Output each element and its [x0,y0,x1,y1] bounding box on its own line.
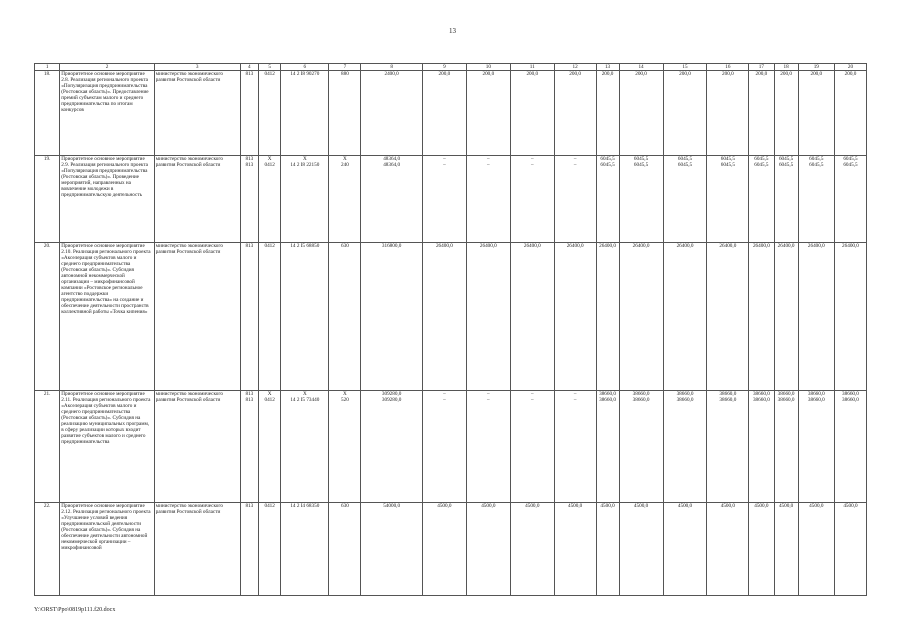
year-amount: 6045,5 6045,5 [834,156,866,243]
csr-code: Х 14 2 I8 22150 [281,156,329,243]
year-amount: – – [510,156,554,243]
csr-code: 14 2 I4 68350 [281,503,329,596]
rzpr-code: 0412 [259,503,281,596]
year-amount: 4500,0 [749,503,774,596]
year-amount: 4500,0 [707,503,749,596]
grbs-code: 813 813 [240,156,259,243]
year-amount: 200,0 [663,71,707,156]
column-number: 9 [422,64,466,71]
row-number: 18. [35,71,60,156]
grbs-code: 813 [240,503,259,596]
year-amount: – – [466,391,510,503]
year-amount: 6045,5 6045,5 [596,156,619,243]
year-amount: 26400,0 [554,243,596,391]
event-name: Приоритетное основное мероприятие 2.8. Реализация регионального проекта «Популяризация предпринимательства (Ростовская область)». Предоставление премий субъектам малого и среднего предпринимательства по итогам конкурсов [60,71,155,156]
event-name: Приоритетное основное мероприятие 2.12. Реализация регионального проекта «Улучшение условий ведения предпринимательской деятельности (Ростовская область)». Субсидия на обеспечение деятельности автономной некоммерческой организации – микрофинансовой [60,503,155,596]
row-number: 22. [35,503,60,596]
column-number: 3 [154,64,240,71]
table-row [35,243,867,391]
year-amount: 4500,0 [510,503,554,596]
year-amount: 26400,0 [422,243,466,391]
year-amount: 26400,0 [774,243,798,391]
year-amount: 200,0 [774,71,798,156]
column-number: 19 [798,64,834,71]
rzpr-code: Х 0412 [259,391,281,503]
year-amount: 6045,5 6045,5 [798,156,834,243]
executor: министерство экономического развития Ростовской области [154,71,240,156]
vr-code: Х 520 [329,391,361,503]
year-amount: 38660,0 38660,0 [749,391,774,503]
year-amount: 38660,0 38660,0 [798,391,834,503]
executor: министерство экономического развития Ростовской области [154,503,240,596]
year-amount: 4500,0 [619,503,663,596]
event-name: Приоритетное основное мероприятие 2.11. Реализация регионального проекта «Акселерация субъектов малого и среднего предпринимательства (Ростовская область)». Субсидия на реализацию муниципальных программ, в сферу реализации которых входит развитие субъектов малого и среднего предпринимательства [60,391,155,503]
total-amount: 54000,0 [361,503,423,596]
column-number: 1 [35,64,60,71]
rzpr-code: Х 0412 [259,156,281,243]
year-amount: 200,0 [422,71,466,156]
year-amount: 4500,0 [798,503,834,596]
file-path-footer: Y:\ORST\Ppo\0819p111.f20.docx [34,607,116,613]
table-row [35,156,867,243]
column-number: 4 [240,64,259,71]
year-amount: 4500,0 [774,503,798,596]
column-number: 10 [466,64,510,71]
column-number: 20 [834,64,866,71]
year-amount: 26400,0 [798,243,834,391]
vr-code: 630 [329,503,361,596]
grbs-code: 813 [240,71,259,156]
event-name: Приоритетное основное мероприятие 2.9. Реализация регионального проекта «Популяризация предпринимательства (Ростовская область)». Проведение мероприятий, направленных на вовлечение молодежи в предпринимательскую деятельность [60,156,155,243]
year-amount: 26400,0 [466,243,510,391]
year-amount: 26400,0 [707,243,749,391]
column-number: 14 [619,64,663,71]
total-amount: 316800,0 [361,243,423,391]
year-amount: – – [510,391,554,503]
row-number: 21. [35,391,60,503]
column-number: 15 [663,64,707,71]
csr-code: Х 14 2 I5 73440 [281,391,329,503]
column-number: 17 [749,64,774,71]
year-amount: 26400,0 [749,243,774,391]
column-number: 2 [60,64,155,71]
year-amount: 4500,0 [554,503,596,596]
column-number: 13 [596,64,619,71]
executor: министерство экономического развития Ростовской области [154,156,240,243]
year-amount: 200,0 [749,71,774,156]
year-amount: 6045,5 6045,5 [707,156,749,243]
csr-code: 14 2 I8 90270 [281,71,329,156]
total-amount: 48364,0 48364,0 [361,156,423,243]
table-row [35,71,867,156]
year-amount: 200,0 [707,71,749,156]
column-number: 16 [707,64,749,71]
year-amount: – – [466,156,510,243]
year-amount: 200,0 [510,71,554,156]
rzpr-code: 0412 [259,71,281,156]
total-amount: 309280,0 309280,0 [361,391,423,503]
table-row [35,503,867,596]
year-amount: 26400,0 [596,243,619,391]
column-number: 7 [329,64,361,71]
year-amount: 6045,5 6045,5 [774,156,798,243]
year-amount: – – [554,391,596,503]
grbs-code: 813 [240,243,259,391]
row-number: 20. [35,243,60,391]
executor: министерство экономического развития Ростовской области [154,391,240,503]
year-amount: – – [422,391,466,503]
year-amount: 4500,0 [466,503,510,596]
page-number: 13 [449,27,456,35]
year-amount: 200,0 [466,71,510,156]
year-amount: 4500,0 [596,503,619,596]
year-amount: 38660,0 38660,0 [707,391,749,503]
year-amount: 38660,0 38660,0 [596,391,619,503]
year-amount: 4500,0 [663,503,707,596]
year-amount: 26400,0 [834,243,866,391]
total-amount: 2400,0 [361,71,423,156]
vr-code: 880 [329,71,361,156]
year-amount: 26400,0 [510,243,554,391]
row-number: 19. [35,156,60,243]
column-number: 8 [361,64,423,71]
year-amount: 200,0 [619,71,663,156]
year-amount: 6045,5 6045,5 [749,156,774,243]
year-amount: 38660,0 38660,0 [774,391,798,503]
year-amount: 6045,5 6045,5 [663,156,707,243]
year-amount: – – [554,156,596,243]
column-number: 5 [259,64,281,71]
column-number: 11 [510,64,554,71]
year-amount: 200,0 [834,71,866,156]
vr-code: Х 240 [329,156,361,243]
vr-code: 630 [329,243,361,391]
event-name: Приоритетное основное мероприятие 2.10. Реализация регионального проекта «Акселерация субъектов малого и среднего предпринимательства (Ростовская область)». Субсидия автономной некоммерческой организации – микрофинансовой компании «Ростовское региональное агентство поддержки предпринимательства» на создание и обеспечение деятельности пространств коллективной работы «Точка кипения» [60,243,155,391]
year-amount: – – [422,156,466,243]
year-amount: 200,0 [596,71,619,156]
rzpr-code: 0412 [259,243,281,391]
column-number: 6 [281,64,329,71]
column-number: 18 [774,64,798,71]
year-amount: 38660,0 38660,0 [619,391,663,503]
year-amount: 26400,0 [619,243,663,391]
year-amount: 38660,0 38660,0 [663,391,707,503]
csr-code: 14 2 I5 68850 [281,243,329,391]
grbs-code: 813 813 [240,391,259,503]
year-amount: 4500,0 [422,503,466,596]
year-amount: 4500,0 [834,503,866,596]
year-amount: 6045,5 6045,5 [619,156,663,243]
year-amount: 26400,0 [663,243,707,391]
program-table [34,63,867,596]
column-number-row [35,64,867,71]
year-amount: 200,0 [798,71,834,156]
year-amount: 200,0 [554,71,596,156]
column-number: 12 [554,64,596,71]
year-amount: 38660,0 38660,0 [834,391,866,503]
executor: министерство экономического развития Ростовской области [154,243,240,391]
table-row [35,391,867,503]
